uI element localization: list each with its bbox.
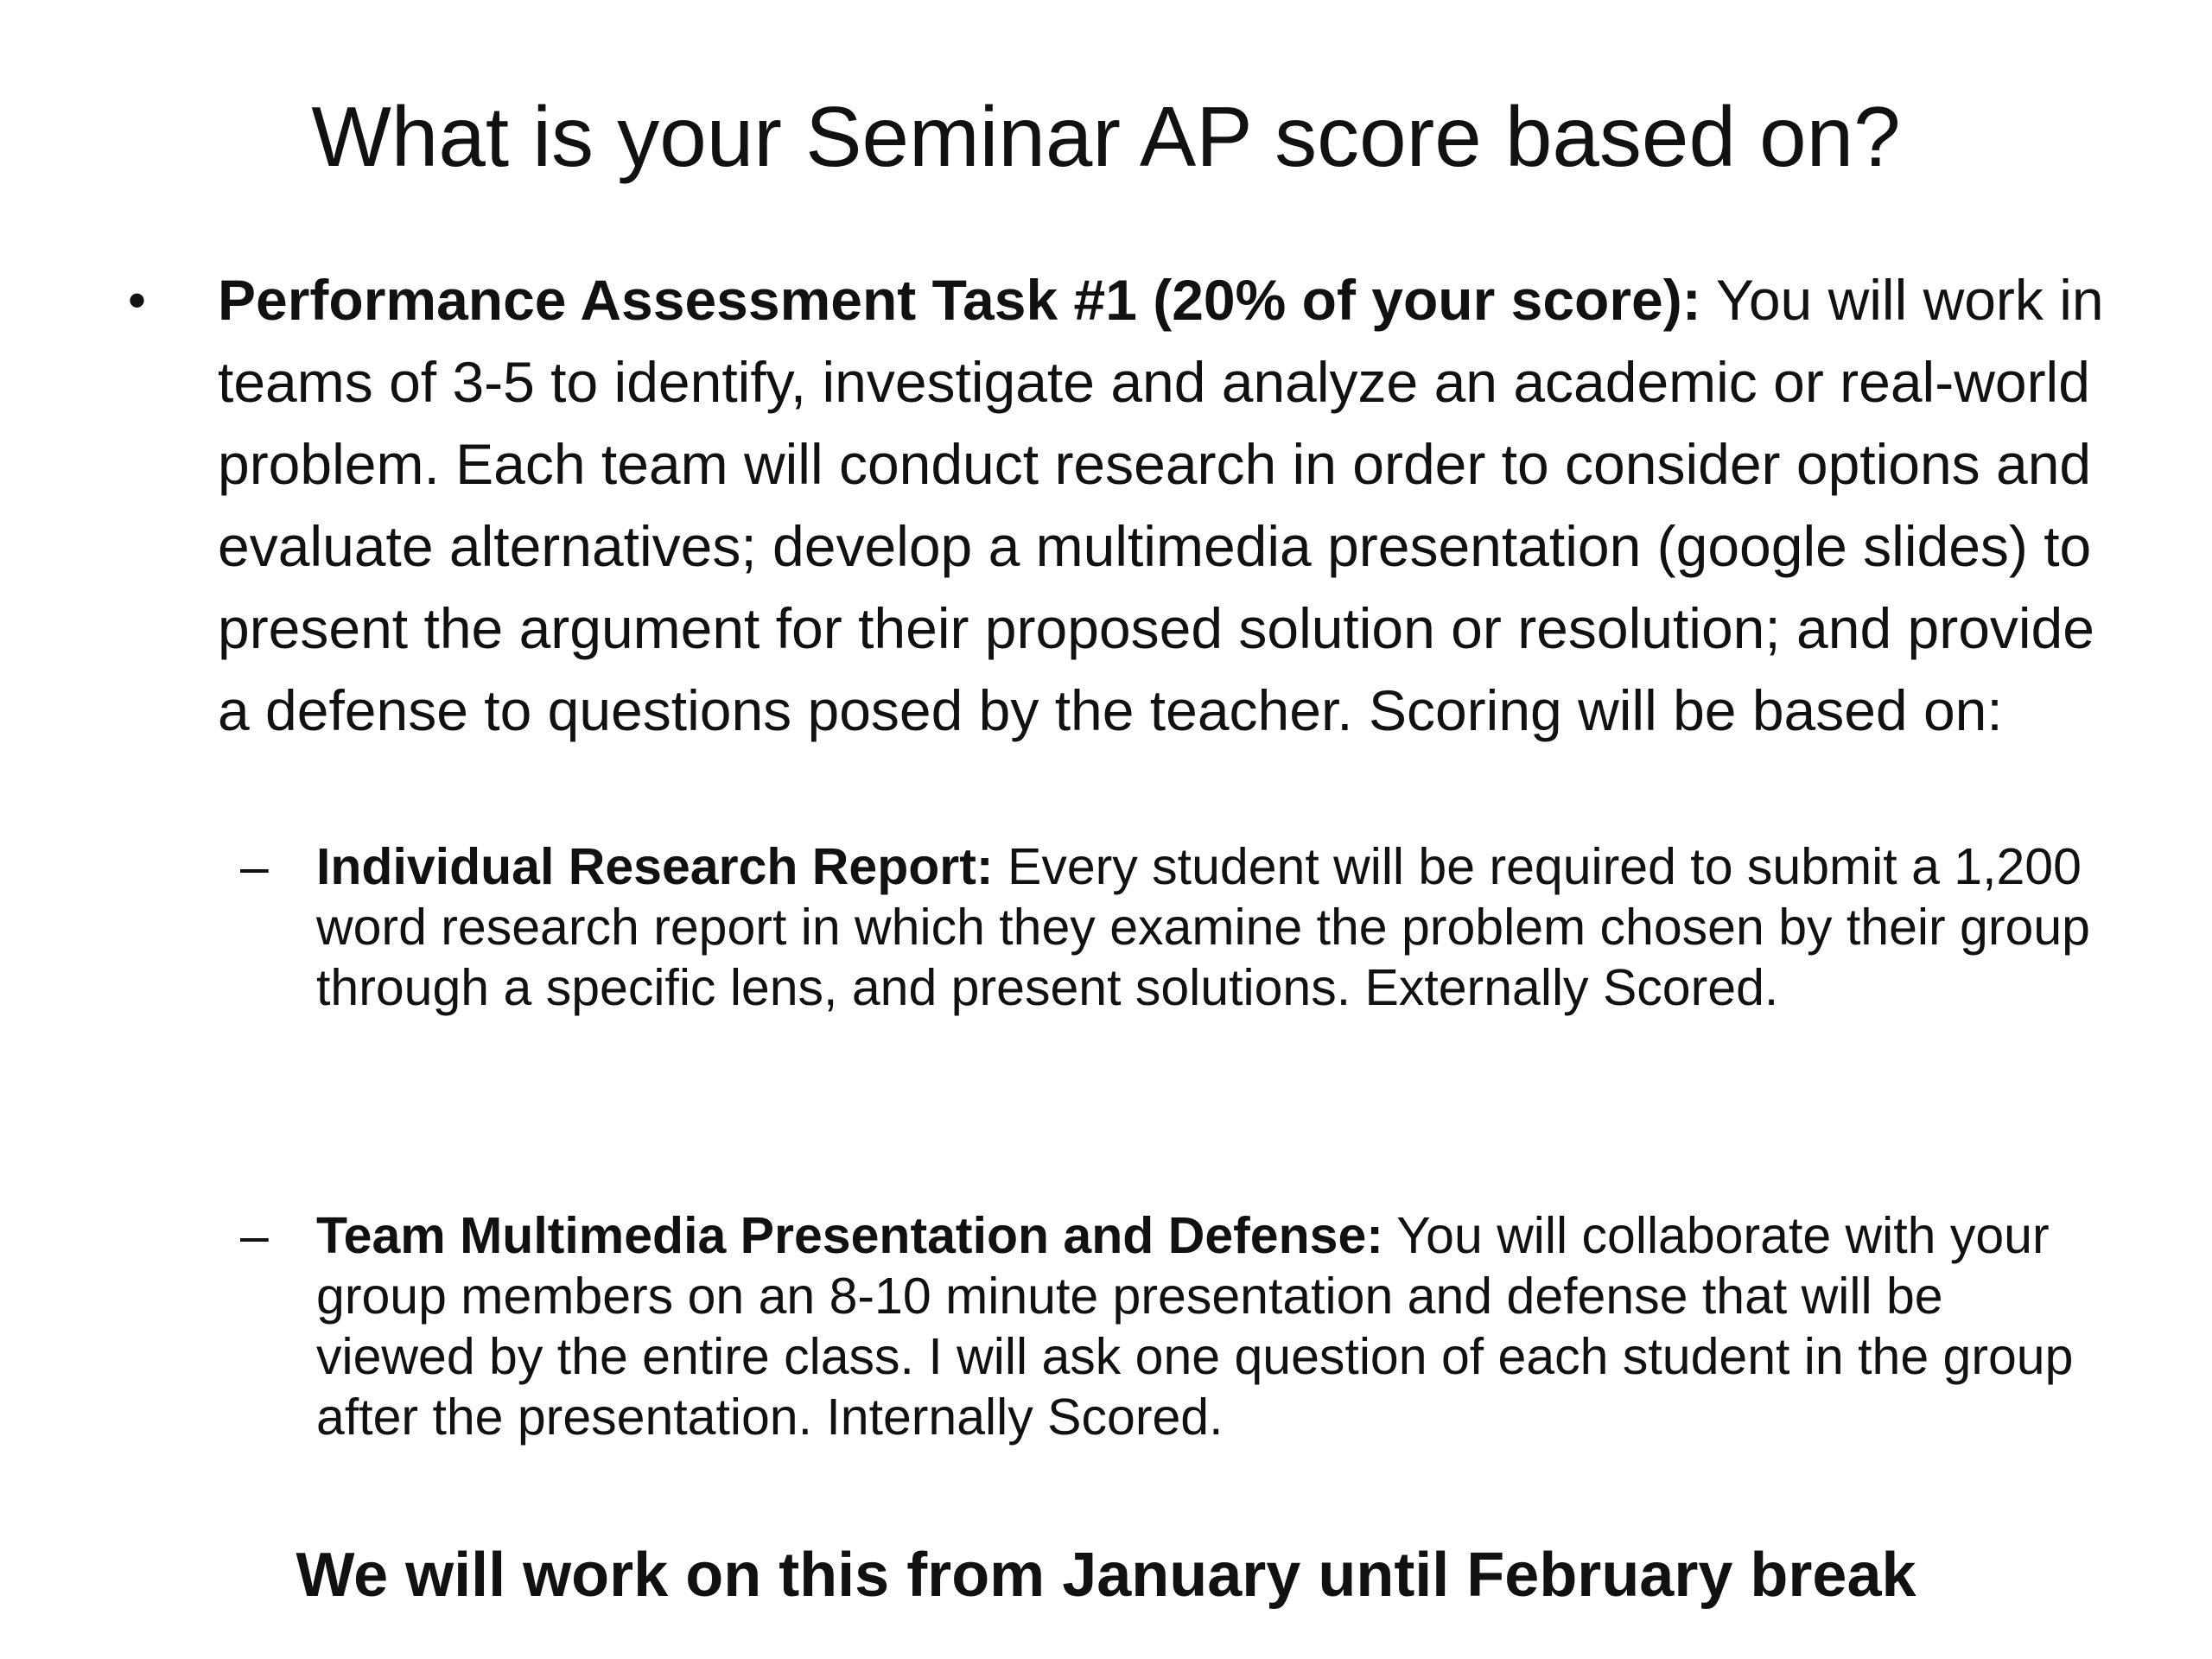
sub-bullet-body: Every student will be required to submit a 1,200 word research report in which they examine the problem chosen by their group through a specific lens, and present solutions. Externally Scored. <box>316 838 2090 1016</box>
main-bullet-lead: Performance Assessment Task #1 (20% of your score): <box>218 268 1701 332</box>
sub-bullet-body: You will collaborate with your group members on an 8-10 minute presentation and defense that will be viewed by the entire class. I will ask one question of each student in the group after the presentation. Internally Scored. <box>316 1207 2074 1446</box>
main-bullet-text <box>218 259 2119 752</box>
sub-bullet-text <box>316 836 2105 1018</box>
sub-bullet-marker: – <box>240 838 269 895</box>
sub-bullet-lead: Individual Research Report: <box>316 838 994 895</box>
main-bullet-body: You will work in teams of 3-5 to identify, investigate and analyze an academic or real-world problem. Each team will conduct research in order to consider options and evaluate alternatives; develop a multimedia presentation (google slides) to present the argument for their proposed solution or resolution; and provide a defense to questions posed by the teacher. Scoring will be based on: <box>218 268 2104 742</box>
footer-note: We will work on this from January until February break <box>296 1541 1916 1610</box>
sub-bullet-marker: – <box>240 1207 269 1264</box>
sub-bullet-lead: Team Multimedia Presentation and Defense: <box>316 1207 1383 1264</box>
sub-bullet-text <box>316 1205 2105 1447</box>
slide-title: What is your Seminar AP score based on? <box>311 89 1901 184</box>
bullet-marker: • <box>128 271 147 329</box>
